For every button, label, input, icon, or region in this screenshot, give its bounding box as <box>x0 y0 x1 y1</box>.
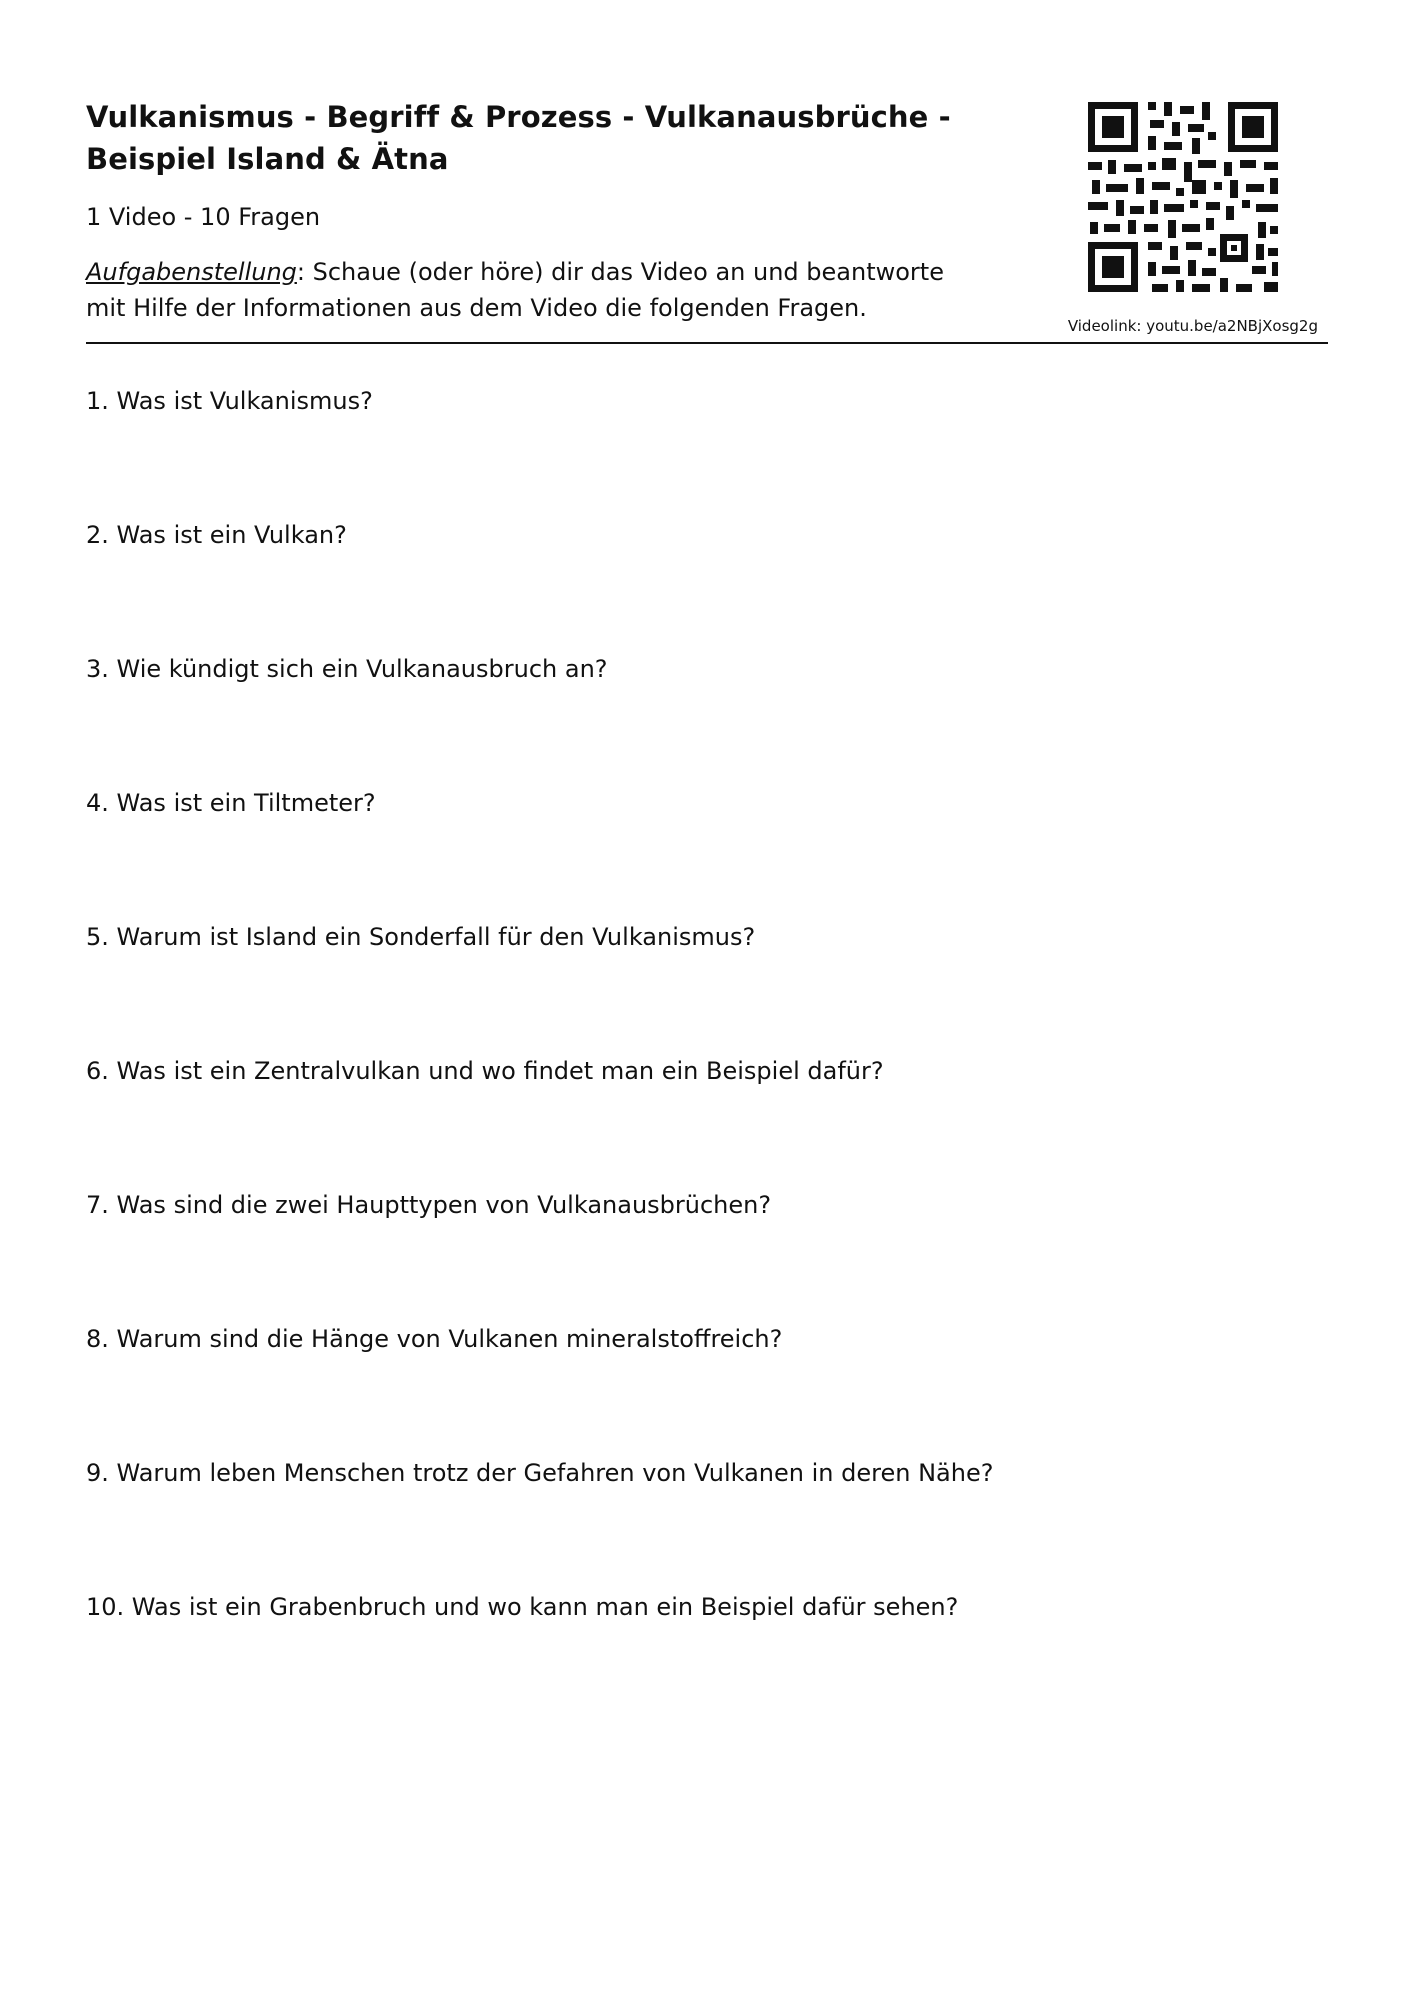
instructions <box>86 254 1006 326</box>
instructions-text-2: mit Hilfe der Informationen aus dem Video die folgenden Fragen. <box>86 294 867 322</box>
video-link[interactable]: Videolink: youtu.be/a2NBjXosg2g <box>1067 317 1318 335</box>
question-8: 8. Warum sind die Hänge von Vulkanen mineralstoffreich? <box>86 1325 783 1353</box>
question-6: 6. Was ist ein Zentralvulkan und wo findet man ein Beispiel dafür? <box>86 1057 884 1085</box>
question-4: 4. Was ist ein Tiltmeter? <box>86 789 376 817</box>
qr-code-icon <box>1088 102 1278 292</box>
question-5: 5. Warum ist Island ein Sonderfall für den Vulkanismus? <box>86 923 756 951</box>
worksheet-meta: 1 Video - 10 Fragen <box>86 203 321 231</box>
worksheet-header <box>86 96 1006 326</box>
question-1: 1. Was ist Vulkanismus? <box>86 387 373 415</box>
question-2: 2. Was ist ein Vulkan? <box>86 521 347 549</box>
question-list <box>86 386 1286 1726</box>
instructions-label: Aufgabenstellung <box>86 258 297 286</box>
title-line-2: Beispiel Island & Ätna <box>86 142 449 176</box>
instructions-text: : Schaue (oder höre) dir das Video an und beantworte <box>296 258 944 286</box>
question-3: 3. Wie kündigt sich ein Vulkanausbruch an? <box>86 655 608 683</box>
title-line-1: Vulkanismus - Begriff & Prozess - Vulkanausbrüche - <box>86 100 951 134</box>
question-7: 7. Was sind die zwei Haupttypen von Vulkanausbrüchen? <box>86 1191 772 1219</box>
worksheet-title <box>86 96 1006 180</box>
header-divider <box>86 342 1328 344</box>
question-9: 9. Warum leben Menschen trotz der Gefahren von Vulkanen in deren Nähe? <box>86 1459 994 1487</box>
question-10: 10. Was ist ein Grabenbruch und wo kann man ein Beispiel dafür sehen? <box>86 1593 959 1621</box>
